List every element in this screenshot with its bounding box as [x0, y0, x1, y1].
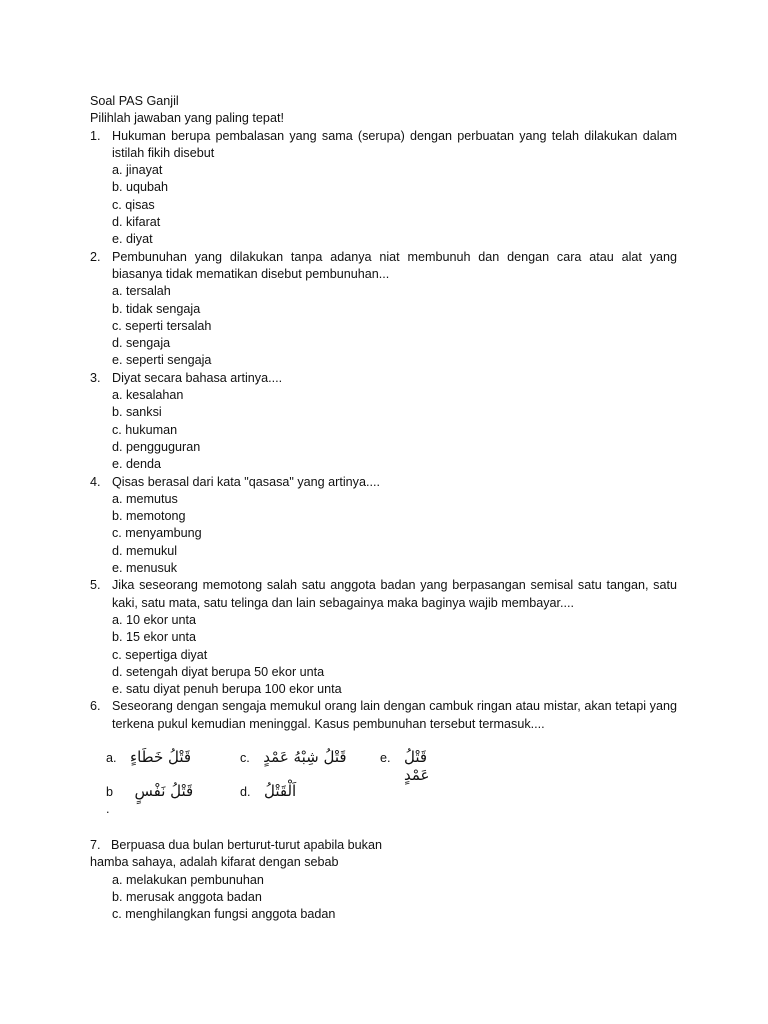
arabic-text: عَمْدٍ [404, 765, 430, 784]
instruction-text: Pilihlah jawaban yang paling tepat! [90, 111, 284, 126]
option-5b: b. 15 ekor unta [112, 630, 197, 645]
question-number: 2. [90, 249, 101, 264]
option-7b: b. merusak anggota badan [112, 889, 262, 904]
question-text: Seseorang dengan sengaja memukul orang lain dengan cambuk ringan atau mistar, akan tetapi yang terkena pukul kemudian meninggal. Kasus pembunuhan tersebut termasuk.... [112, 699, 677, 731]
question-4 [90, 474, 677, 491]
option-5d: d. setengah diyat berupa 50 ekor unta [112, 664, 325, 679]
question-text-line-2: hamba sahaya, adalah kifarat dengan sebab [90, 855, 339, 870]
question-text: Hukuman berupa pembalasan yang sama (serupa) dengan perbuatan yang telah dilakukan dalam istilah fikih disebut [112, 128, 677, 160]
option-2c: c. seperti tersalah [112, 318, 212, 333]
question-text: Qisas berasal dari kata "qasasa" yang artinya.... [112, 474, 380, 489]
option-1b: b. uqubah [112, 180, 169, 195]
arabic-text: قَتْلُ نَفْسٍ [134, 781, 194, 800]
option-7c: c. menghilangkan fungsi anggota badan [112, 907, 336, 922]
arabic-text: قَتْلُ خَطَاءٍ [130, 747, 192, 766]
question-3 [90, 370, 677, 387]
question-text-line-1: 7. Berpuasa dua bulan berturut-turut apabila bukan [90, 837, 382, 852]
question-text: Jika seseorang memotong salah satu anggota badan yang berpasangan semisal satu tangan, satu kaki, satu mata, satu telinga dan lain sebagainya maka baginya wajib membayar.... [112, 578, 677, 610]
question-6-options [90, 741, 677, 837]
option-3d: d. pengguguran [112, 439, 201, 454]
option-2b: b. tidak sengaja [112, 301, 201, 316]
option-3b: b. sanksi [112, 405, 162, 420]
option-2a: a. tersalah [112, 284, 171, 299]
option-label: c. [240, 750, 250, 765]
option-label: a. [106, 750, 117, 765]
option-6d [240, 783, 296, 801]
option-2d: d. sengaja [112, 336, 171, 351]
option-4a: a. memutus [112, 491, 178, 506]
option-6b [106, 783, 193, 801]
question-number: 4. [90, 474, 101, 489]
option-5c: c. sepertiga diyat [112, 647, 208, 662]
option-label: e. [380, 750, 391, 765]
question-7 [90, 837, 677, 923]
option-6c [240, 749, 347, 767]
question-number: 6. [90, 699, 101, 714]
arabic-text: قَتْلُ شِبْهُ عَمْدٍ [263, 747, 347, 766]
option-4c: c. menyambung [112, 526, 202, 541]
question-6 [90, 698, 677, 733]
document-page [90, 93, 677, 923]
question-1 [90, 128, 677, 163]
option-1a: a. jinayat [112, 163, 163, 178]
option-3c: c. hukuman [112, 422, 178, 437]
question-number: 1. [90, 128, 101, 143]
question-2 [90, 249, 677, 284]
question-number: 3. [90, 370, 101, 385]
arabic-text: قَتْلُ [404, 747, 428, 766]
option-3a: a. kesalahan [112, 388, 184, 403]
option-2e: e. seperti sengaja [112, 353, 212, 368]
option-7a: a. melakukan pembunuhan [112, 872, 264, 887]
option-6e-continued [404, 767, 430, 785]
option-1d: d. kifarat [112, 215, 161, 230]
option-4e: e. menusuk [112, 561, 178, 576]
question-number: 5. [90, 578, 101, 593]
option-4d: d. memukul [112, 543, 178, 558]
page-title: Soal PAS Ganjil [90, 94, 179, 108]
option-label: b [106, 784, 114, 799]
option-6b-dot: . [106, 801, 110, 816]
option-label: d. [240, 784, 251, 799]
option-5a: a. 10 ekor unta [112, 612, 197, 627]
option-4b: b. memotong [112, 509, 186, 524]
option-6e [380, 749, 427, 767]
option-1c: c. qisas [112, 197, 155, 212]
question-5 [90, 577, 677, 612]
question-text: Diyat secara bahasa artinya.... [112, 370, 283, 385]
option-3e: e. denda [112, 457, 162, 472]
option-6a [106, 749, 191, 767]
option-1e: e. diyat [112, 232, 153, 247]
option-5e: e. satu diyat penuh berupa 100 ekor unta [112, 682, 342, 697]
arabic-text: اَلْقَتْلُ [264, 781, 297, 800]
question-text: Pembunuhan yang dilakukan tanpa adanya niat membunuh dan dengan cara atau alat yang biasanya tidak mematikan disebut pembunuhan... [112, 249, 677, 281]
